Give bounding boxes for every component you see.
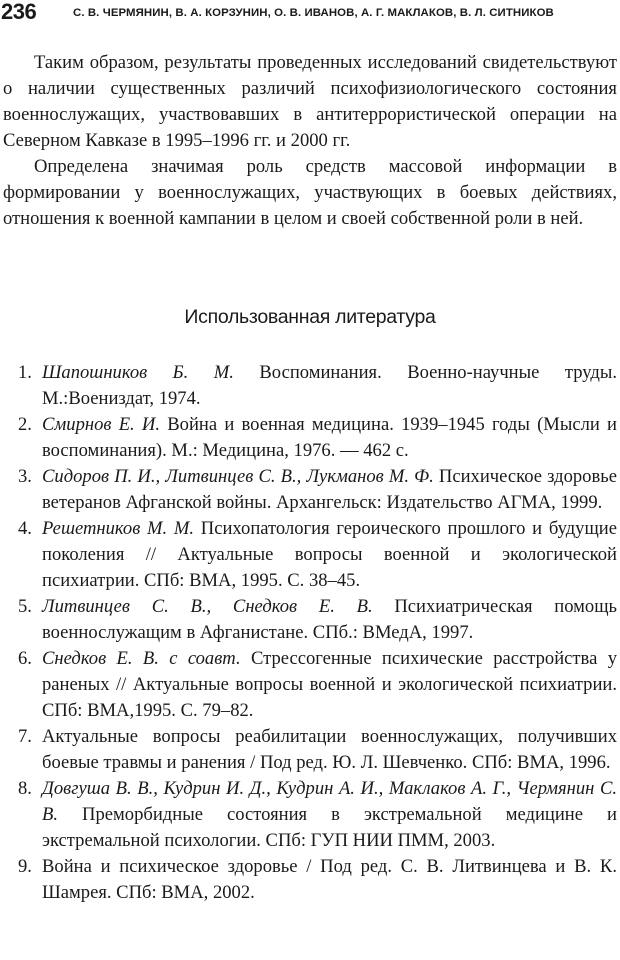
running-head (0, 0, 620, 28)
reference-item (3, 464, 617, 516)
reference-text: Психиатрическая помощь военнослужащим в Афганистане. СПб.: ВМедА, 1997. (42, 596, 617, 643)
section-title: Использованная литература (184, 306, 436, 328)
reference-list (3, 360, 617, 906)
running-head-authors: С. В. ЧЕРМЯНИН, В. А. КОРЗУНИН, О. В. ИВАНОВ, А. Г. МАКЛАКОВ, В. Л. СИТНИКОВ (73, 7, 554, 19)
reference-item (3, 854, 617, 906)
paragraph-media-role: Определена значимая роль средств массовой информации в формировании у военнослужащих, участвующих в боевых действиях, отношения к военной кампании в целом и своей собственной роли в ней. (3, 156, 617, 229)
reference-item (3, 516, 617, 594)
reference-text: Стрессогенные психические расстройства у раненых // Актуальные вопросы военной и экологической психиатрии. СПб: ВМА,1995. С. 79–82. (42, 648, 617, 721)
reference-number: 2. (18, 414, 32, 435)
reference-author: Шапошников Б. М. (42, 362, 234, 383)
reference-item (3, 412, 617, 464)
reference-number: 4. (18, 518, 32, 539)
reference-item (3, 360, 617, 412)
reference-author: Довгуша В. В., Кудрин И. Д., Кудрин А. И., Маклаков А. Г., Чермянин С. В. (42, 778, 617, 825)
reference-author: Смирнов Е. И. (42, 414, 161, 435)
reference-text: Психическое здоровье ветеранов Афганской войны. Архангельск: Издательство АГМА, 1999. (42, 466, 617, 513)
reference-author: Решетников М. М. (42, 518, 195, 539)
reference-item (3, 776, 617, 854)
reference-number: 5. (18, 596, 32, 617)
reference-text: Воспоминания. Военно-научные труды. М.:Воениздат, 1974. (42, 362, 617, 409)
reference-number: 8. (18, 778, 32, 799)
reference-number: 7. (18, 726, 32, 747)
reference-text: Война и психическое здоровье / Под ред. С. В. Литвинцева и В. К. Шамрея. СПб: ВМА, 2002. (42, 856, 617, 903)
reference-author: Снедков Е. В. с соавт. (42, 648, 241, 669)
paragraph-conclusion: Таким образом, результаты проведенных исследований свидетельствуют о наличии существенных различий психофизиологического состояния военнослужащих, участвовавших в антитеррористической операции на Северном Кавказе в 1995–1996 гг. и 2000 гг. (3, 52, 617, 151)
reference-author: Литвинцев С. В., Снедков Е. В. (42, 596, 373, 617)
reference-item (3, 724, 617, 776)
reference-text: Война и военная медицина. 1939–1945 годы (Мысли и воспоминания). М.: Медицина, 1976. — 462 с. (42, 414, 617, 461)
reference-number: 9. (18, 856, 32, 877)
reference-item (3, 594, 617, 646)
reference-number: 6. (18, 648, 32, 669)
body-text (3, 50, 617, 232)
reference-item (3, 646, 617, 724)
reference-number: 1. (18, 362, 32, 383)
reference-author: Сидоров П. И., Литвинцев С. В., Лукманов М. Ф. (42, 466, 434, 487)
reference-text: Психопатология героического прошлого и будущие поколения // Актуальные вопросы военной и экологической психиатрии. СПб: ВМА, 1995. С. 38–45. (42, 518, 617, 591)
reference-text: Преморбидные состояния в экстремальной медицине и экстремальной психологии. СПб: ГУП НИИ ПММ, 2003. (42, 804, 617, 851)
reference-text: Актуальные вопросы реабилитации военнослужащих, получивших боевые травмы и ранения / Под ред. Ю. Л. Шевченко. СПб: ВМА, 1996. (42, 726, 617, 773)
reference-number: 3. (18, 466, 32, 487)
page-number: 236 (1, 0, 37, 24)
